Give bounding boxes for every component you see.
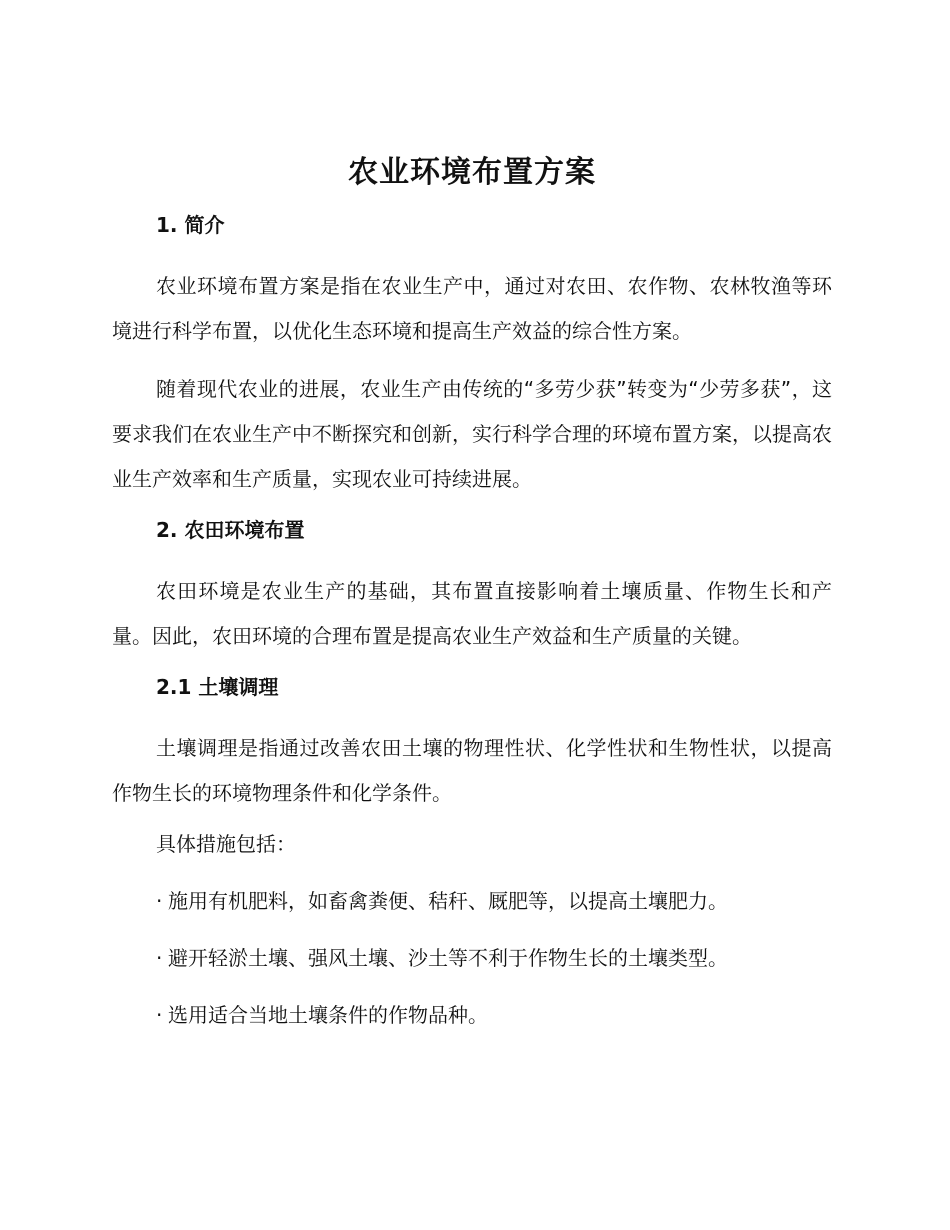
document-title: 农业环境布置方案 [348,155,596,190]
list-item [156,1000,832,1030]
section-heading-field: 2. 农田环境布置 [156,518,305,542]
document-body [112,150,832,1057]
list-item [156,886,832,916]
intro-paragraph-1: 农业环境布置方案是指在农业生产中，通过对农田、农作物、农林牧渔等环境进行科学布置，以优化生态环境和提高生产效益的综合性方案。 [112,274,832,343]
soil-paragraph-1: 土壤调理是指通过改善农田土壤的物理性状、化学性状和生物性状，以提高作物生长的环境物理条件和化学条件。 [112,736,832,805]
bullet-icon: · [156,946,163,970]
list-item [156,943,832,973]
measures-intro: 具体措施包括： [156,832,296,856]
bullet-icon: · [156,1003,163,1027]
section-heading-intro: 1. 简介 [156,213,225,237]
list-item-text: 避开轻淤土壤、强风土壤、沙土等不利于作物生长的土壤类型。 [168,946,728,970]
list-item-text: 施用有机肥料，如畜禽粪便、秸秆、厩肥等，以提高土壤肥力。 [168,889,728,913]
bullet-icon: · [156,889,163,913]
section-heading-soil: 2.1 土壤调理 [156,675,279,699]
field-paragraph-1: 农田环境是农业生产的基础，其布置直接影响着土壤质量、作物生长和产量。因此，农田环境的合理布置是提高农业生产效益和生产质量的关键。 [112,579,832,648]
intro-paragraph-2: 随着现代农业的进展，农业生产由传统的“多劳少获”转变为“少劳多获”，这要求我们在农业生产中不断探究和创新，实行科学合理的环境布置方案，以提高农业生产效率和生产质量，实现农业可持续进展。 [112,377,832,491]
list-item-text: 选用适合当地土壤条件的作物品种。 [168,1003,488,1027]
